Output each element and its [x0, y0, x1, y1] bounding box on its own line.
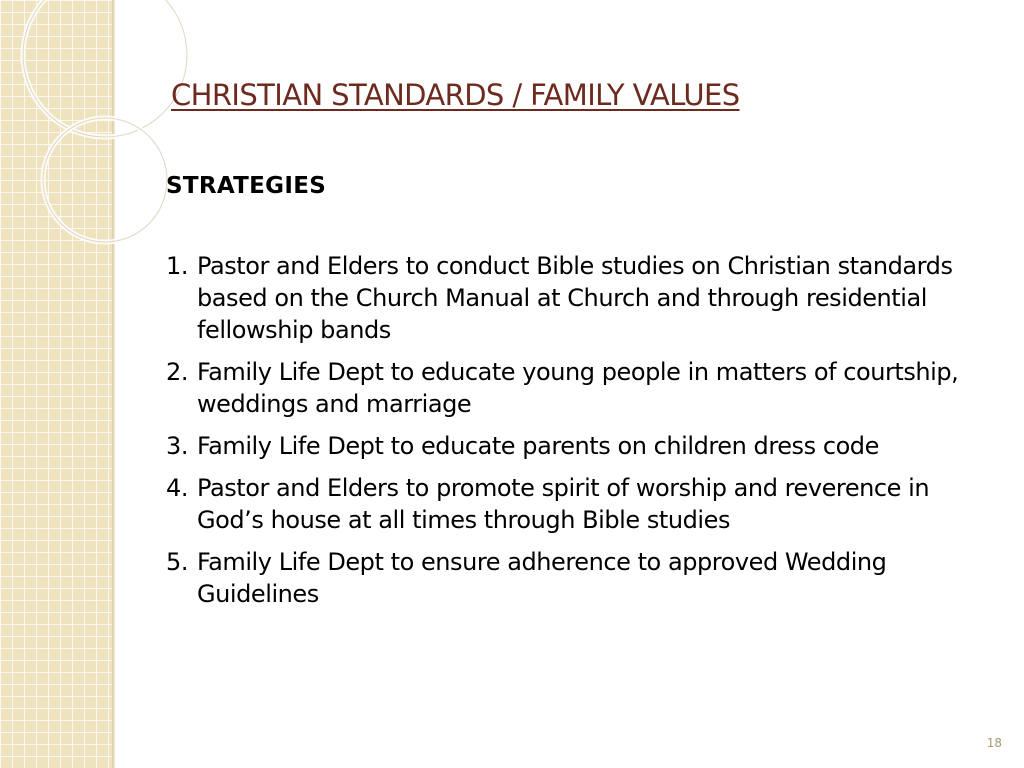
list-item [166, 430, 976, 462]
list-item-number: 1. [166, 252, 188, 280]
list-item [166, 250, 976, 346]
list-item-text: Family Life Dept to ensure adherence to approved Wedding Guidelines [197, 548, 887, 608]
decorative-rings [0, 0, 200, 260]
list-item [166, 546, 976, 610]
strategy-list [166, 250, 976, 620]
list-item-number: 5. [166, 548, 188, 576]
list-item [166, 356, 976, 420]
list-item-text: Pastor and Elders to promote spirit of worship and reverence in God’s house at all times through Bible studies [197, 474, 930, 534]
list-item-text: Family Life Dept to educate young people in matters of courtship, weddings and marriage [197, 358, 959, 418]
list-item-number: 2. [166, 358, 188, 386]
list-item-text: Family Life Dept to educate parents on children dress code [197, 432, 879, 460]
list-item [166, 472, 976, 536]
list-item-number: 3. [166, 432, 188, 460]
list-item-number: 4. [166, 474, 188, 502]
page-number: 18 [986, 736, 1002, 750]
strategies-heading: STRATEGIES [166, 173, 327, 199]
list-item-text: Pastor and Elders to conduct Bible studies on Christian standards based on the Church Manual at Church and through residential fellowship bands [197, 252, 953, 344]
slide-title: CHRISTIAN STANDARDS / FAMILY VALUES [171, 78, 740, 112]
